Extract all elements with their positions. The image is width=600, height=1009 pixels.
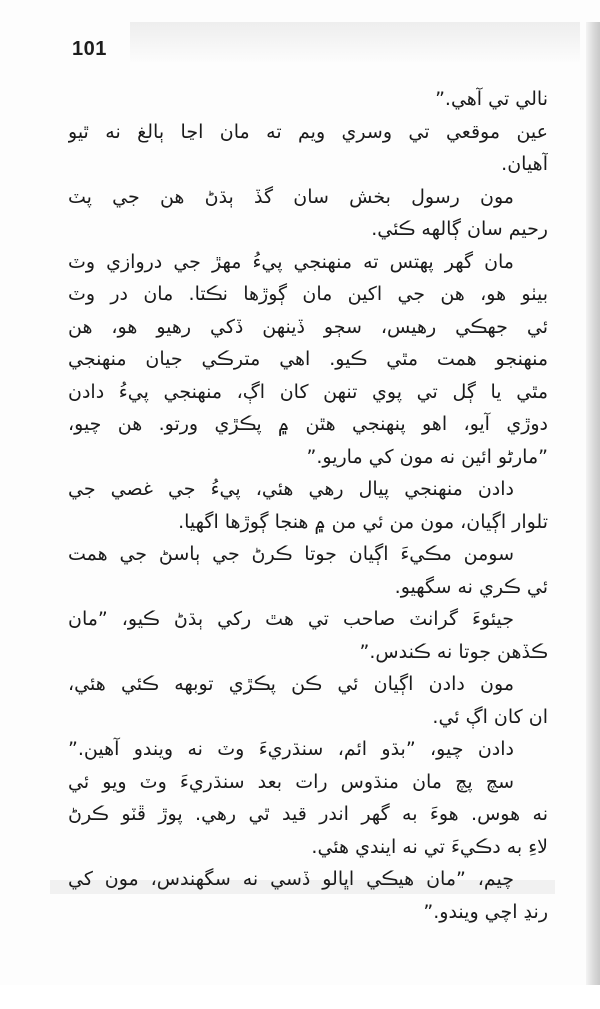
text-line: لاءِ به دڪيءَ تي نه ايندي هئي.	[311, 835, 548, 858]
text-line: دادن چيو، ”بڌو ائم، سنڌريءَ وٽ نه ويندو آهين.”	[68, 738, 514, 760]
text-line: دوڙي آيو، اهو پنهنجي هٿن ۾ پڪڙي ورتو. هن چيو،	[68, 413, 548, 435]
text-line: مان گهر پهتس ته منهنجي پيءُ مهڙ جي دروازي وٽ	[68, 250, 514, 273]
text-line: سچ پچ مان منڌوس رات بعد سنڌريءَ وٽ ويو ئي	[68, 770, 514, 793]
text-line: ئي جهڪي رهيس، سڄو ڏينهن ڏکي رهيو هو، هن	[68, 315, 548, 338]
text-line: بيٺو هو، هن جي اکين مان ڳوڙها نڪتا. مان در وٽ	[68, 283, 548, 305]
text-line: مون رسول بخش سان گڏ ٻڌڻ هن جي پٽ	[68, 185, 514, 208]
text-line: چيم، ”مان هيڪي اڀالو ڏسي نه سگهندس، مون کي	[68, 868, 514, 890]
text-line: مٿي يا ڳل تي پوي تنهن کان اڳ، منهنجي پيءُ دادن	[68, 380, 548, 403]
text-line: جيئوءَ گرانٽ صاحب تي هٿ رکي ٻڌڻ ڪيو، ”مان	[68, 608, 514, 630]
text-line: منهنجو همت مٿي ڪيو. اهي مترڪي جيان منهنجي	[68, 348, 548, 370]
text-line: نالي تي آهي.”	[435, 88, 548, 110]
text-line: سومن مڪيءَ اڳيان جوتا ڪرڻ جي ٻاسڻ جي همت	[68, 543, 514, 565]
text-line: نه هوس. هوءَ به گهر اندر قيد ٿي رهي. پوڙ ڦٽو ڪرڻ	[68, 803, 548, 825]
text-line: ڪڏهن جوتا نه ڪندس.”	[359, 640, 548, 663]
text-line: ”مارڻو ائين نه مون کي ماريو.”	[306, 445, 548, 468]
text-line: رنڍ اچي ويندو.”	[423, 900, 548, 923]
binding-shadow	[586, 22, 600, 985]
text-line: ئي ڪري نه سگهيو.	[394, 575, 548, 598]
text-line: آهيان.	[501, 153, 548, 175]
show-through-top	[130, 22, 580, 62]
body-text	[68, 83, 548, 928]
text-line: مون دادن اڳيان ئي ڪن پڪڙي توبهه ڪئي هئي،	[68, 673, 514, 695]
text-line: عين موقعي تي وسري ويم ته مان اڃا ٻالغ نه ٿيو	[68, 120, 548, 143]
text-line: دادن منهنجي پيال رهي هئي، پيءُ جي غصي جي	[68, 478, 514, 500]
page-number: 101	[72, 38, 107, 60]
text-line: تلوار اڳيان، مون من ئي من ۾ هنجا ڳوڙها اگهيا.	[178, 510, 548, 533]
text-line: ان کان اڳ ئي.	[432, 705, 548, 728]
text-line: رحيم سان ڳالهه ڪئي.	[371, 218, 548, 240]
